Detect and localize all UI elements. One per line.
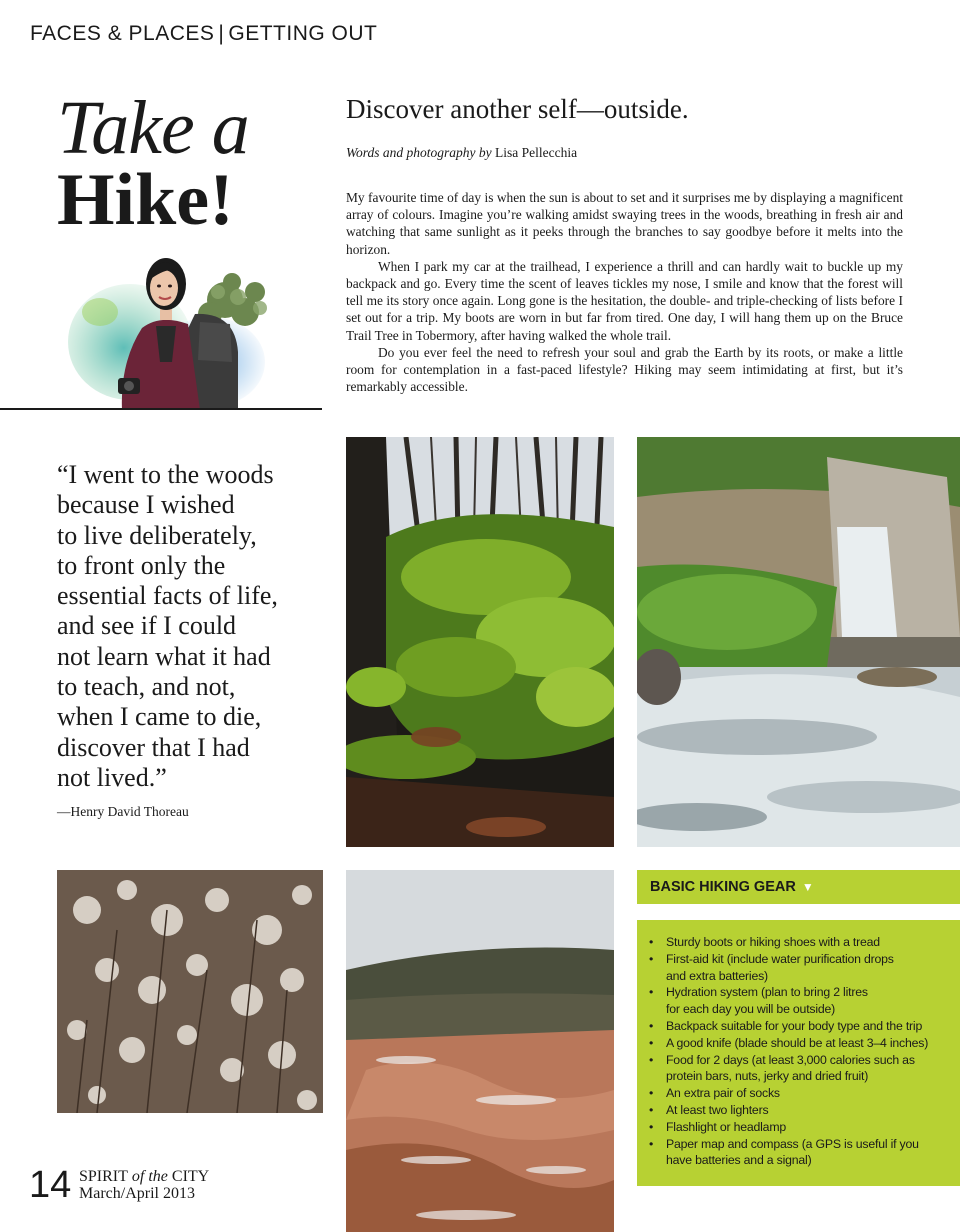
quote-attribution: —Henry David Thoreau: [57, 804, 189, 819]
pull-quote: [57, 460, 337, 793]
gear-item: • An extra pair of socks: [649, 1085, 950, 1102]
gear-item: • Flashlight or headlamp: [649, 1119, 950, 1136]
gear-item: • Sturdy boots or hiking shoes with a tread: [649, 934, 950, 951]
article-title-line1: Take a: [57, 86, 249, 170]
gear-item: • Hydration system (plan to bring 2 litres for each day you will be outside): [649, 984, 950, 1018]
quote-line: essential facts of life,: [57, 581, 278, 611]
article-body: [346, 189, 903, 395]
gear-item: • A good knife (blade should be at least 3–4 inches): [649, 1035, 950, 1052]
waterfall-photo: [637, 437, 960, 847]
quote-line: not learn what it had: [57, 641, 271, 671]
gear-item: • Backpack suitable for your body type and the trip: [649, 1018, 950, 1035]
article-title-line2: Hike!: [57, 159, 234, 241]
gear-list: [649, 934, 950, 1169]
gear-item: • First-aid kit (include water purification drops and extra batteries): [649, 951, 950, 985]
body-paragraph: When I park my car at the trailhead, I experience a thrill and can hardly wait to buckle up my backpack and go. Every time the scent of leaves tickles my nose, I smile and know that the forest will tell me its story once again. Long gone is the hesitation, the double- and triple-checking of lists before I set out for a trip. My boots are worn in but far from tired. One day, I will hang them up on the Bruce Trail Tree in Tobermory, after having walked the whole trail.: [346, 258, 903, 343]
quote-line: to live deliberately,: [57, 520, 257, 550]
page-number: 14: [29, 1164, 72, 1206]
mossy-forest-photo: [346, 437, 614, 847]
body-paragraph: My favourite time of day is when the sun is about to set and it surprises me by displaying a magnificent array of colours. Imagine you’re walking amidst swaying trees in the woods, breathing in fresh air and watching that same sunlight as it peeks through the branches to say goodbye before it melts into the horizon.: [346, 190, 903, 257]
body-paragraph: Do you ever feel the need to refresh your soul and grab the Earth by its roots, or make a little room for contemplation in a fast-paced lifestyle? Hiking may seem intimidating at first, but it’s remarkably accessible.: [346, 344, 903, 395]
quote-line: “I went to the woods: [57, 460, 274, 489]
byline-prefix: Words and photography by: [346, 145, 492, 160]
section-label: FACES & PLACES: [30, 22, 215, 45]
byline-author: Lisa Pellecchia: [495, 145, 578, 160]
gear-sidebar-header: [637, 870, 960, 904]
gear-item: • At least two lighters: [649, 1102, 950, 1119]
section-header: [30, 22, 377, 46]
byline: [346, 145, 577, 161]
gear-title: BASIC HIKING GEAR: [650, 879, 796, 895]
author-portrait-illustration: [60, 242, 280, 410]
section-rule: [0, 408, 322, 410]
quote-line: not lived.”: [57, 762, 167, 792]
quote-line: to front only the: [57, 550, 226, 580]
gear-list-box: [637, 920, 960, 1186]
quote-line: because I wished: [57, 490, 235, 520]
magazine-name: SPIRIT of the CITY: [79, 1168, 210, 1185]
gear-item: • Food for 2 days (at least 3,000 calories such as protein bars, nuts, jerky and dried fruit): [649, 1052, 950, 1086]
section-divider: |: [218, 22, 225, 45]
issue-date: March/April 2013: [79, 1185, 195, 1202]
quote-line: to teach, and not,: [57, 672, 236, 702]
gear-item: • Paper map and compass (a GPS is useful if you have batteries and a signal): [649, 1136, 950, 1170]
article-deck: Discover another self—outside.: [346, 94, 689, 124]
subsection-label: GETTING OUT: [228, 22, 378, 45]
badlands-landscape-photo: [346, 870, 614, 1232]
quote-line: discover that I had: [57, 732, 250, 762]
quote-line: and see if I could: [57, 611, 237, 641]
dried-wildflowers-photo: [57, 870, 323, 1113]
quote-line: when I came to die,: [57, 702, 262, 732]
triangle-down-icon: ▼: [801, 880, 814, 894]
